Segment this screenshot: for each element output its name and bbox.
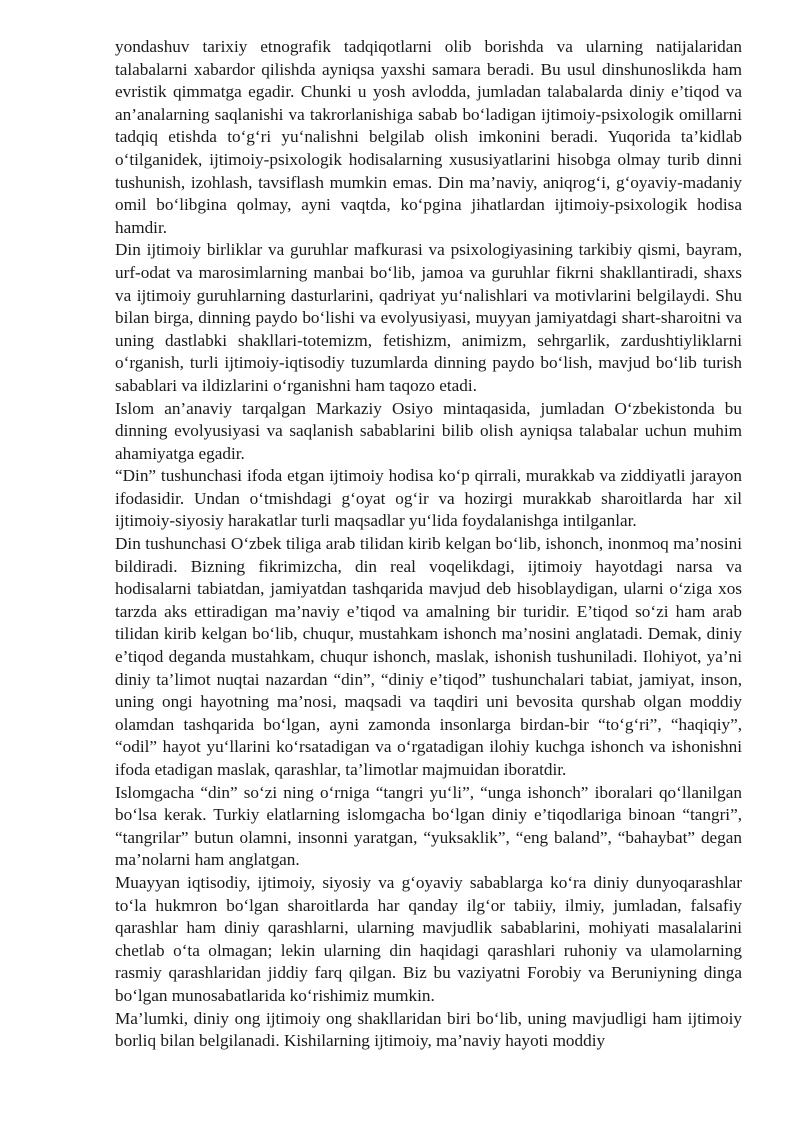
body-paragraph-2: Din ijtimoiy birliklar va guruhlar mafkurasi va psixologiyasining tarkibiy qismi, bayram, urf-odat va marosimlarning manbai bo‘lib, jamoa va guruhlar fikrni shakllantiradi, shaxs va ijtimoiy guruhlarning dasturlarini, qadriyat yu‘nalishlari va motivlarini belgilaydi. Shu bilan birga, dinning paydo bo‘lishi va evolyusiyasi, muyyan jamiyatdagi shart-sharoitni va uning dastlabki shakllari-totemizm, fetishizm, animizm, sehrgarlik, zardushtiyliklarni o‘rganish, turli ijtimoiy-iqtisodiy tuzumlarda dinning paydo bo‘lish, mavjud bo‘lib turish sabablari va ildizlarini o‘rganishni ham taqozo etadi. [115,240,742,395]
body-paragraph-1: yondashuv tarixiy etnografik tadqiqotlarni olib borishda va ularning natijalaridan talabalarni xabardor qilishda ayniqsa yaxshi samara beradi. Bu usul dinshunoslikda ham evristik qimmatga egadir. Chunki u yosh avlodda, jumladan talabalarda diniy e’tiqod va an’analarning saqlanishi va takrorlanishiga sabab bo‘ladigan ijtimoiy-psixologik omillarni tadqiq etishda to‘g‘ri yu‘nalishni belgilab olish imkonini beradi. Yuqorida ta’kidlab o‘tilganidek, ijtimoiy-psixologik hodisalarning xususiyatlarini hisobga olmay turib dinni tushunish, izohlash, tavsiflash mumkin emas. Din ma’naviy, aniqrog‘i, g‘oyaviy-madaniy omil bo‘libgina qolmay, ayni vaqtda, ko‘pgina jihatlardan ijtimoiy-psixologik hodisa hamdir. [115,37,742,237]
body-paragraph-3: Islom an’anaviy tarqalgan Markaziy Osiyo mintaqasida, jumladan O‘zbekistonda bu dinning evolyusiyasi va saqlanish sabablarini bilib olish ayniqsa talabalar uchun muhim ahamiyatga egadir. [115,398,742,463]
body-paragraph-7: Muayyan iqtisodiy, ijtimoiy, siyosiy va g‘oyaviy sabablarga ko‘ra diniy dunyoqarashlar to‘la hukmron bo‘lgan sharoitlarda har qanday ilg‘or tabiiy, ilmiy, jumladan, falsafiy qarashlar ham diniy qarashlarni, ularning mavjudlik sabablarini, mohiyati masalalarini chetlab o‘ta olmagan; lekin ularning din haqidagi qarashlari ruhoniy va ulamolarning rasmiy qarashlaridan jiddiy farq qilgan. Biz bu vaziyatni Forobiy va Beruniyning dinga bo‘lgan munosabatlarida ko‘rishimiz mumkin. [115,872,742,1005]
body-paragraph-4: “Din” tushunchasi ifoda etgan ijtimoiy hodisa ko‘p qirrali, murakkab va ziddiyatli jarayon ifodasidir. Undan o‘tmishdagi g‘oyat og‘ir va hozirgi murakkab sharoitlarda har xil ijtimoiy-siyosiy harakatlar turli maqsadlar yu‘lida foydalanishga intilganlar. [115,466,742,531]
document-page [115,36,742,1053]
body-paragraph-5: Din tushunchasi O‘zbek tiliga arab tilidan kirib kelgan bo‘lib, ishonch, inonmoq ma’nosini bildiradi. Bizning fikrimizcha, din real voqelikdagi, ijtimoiy hayotdagi narsa va hodisalarni tabiatdan, jamiyatdan tashqarida mavjud deb hisoblaydigan, ularni o‘ziga xos tarzda aks ettiradigan ma’naviy e’tiqod va amalning bir turidir. E’tiqod so‘zi ham arab tilidan kirib kelgan bo‘lib, chuqur, mustahkam ishonch ma’nosini anglatadi. Demak, diniy e’tiqod deganda mustahkam, chuqur ishonch, maslak, ishonish tushuniladi. Ilohiyot, ya’ni diniy ta’limot nuqtai nazardan “din”, “diniy e’tiqod” tushunchalari tabiat, jamiyat, inson, uning ongi hayotning ma’nosi, maqsadi va taqdiri uni bevosita qurshab olgan moddiy olamdan tashqarida bo‘lgan, ayni zamonda insonlarga birdan-bir “to‘g‘ri”, “haqiqiy”, “odil” hayot yu‘llarini ko‘rsatadigan va o‘rgatadigan ilohiy kuchga ishonch va ishonishni ifoda etadigan maslak, qarashlar, ta’limotlar majmuidan iboratdir. [115,534,742,779]
body-paragraph-6: Islomgacha “din” so‘zi ning o‘rniga “tangri yu‘li”, “unga ishonch” iboralari qo‘llanilgan bo‘lsa kerak. Turkiy elatlarning islomgacha bo‘lgan diniy e’tiqodlariga binoan “tangri”, “tangrilar” butun olamni, insonni yaratgan, “yuksaklik”, “eng baland”, “bahaybat” degan ma’nolarni ham anglatgan. [115,782,742,870]
body-paragraph-8: Ma’lumki, diniy ong ijtimoiy ong shakllaridan biri bo‘lib, uning mavjudligi ham ijtimoiy borliq bilan belgilanadi. Kishilarning ijtimoiy, ma’naviy hayoti moddiy [115,1008,742,1051]
